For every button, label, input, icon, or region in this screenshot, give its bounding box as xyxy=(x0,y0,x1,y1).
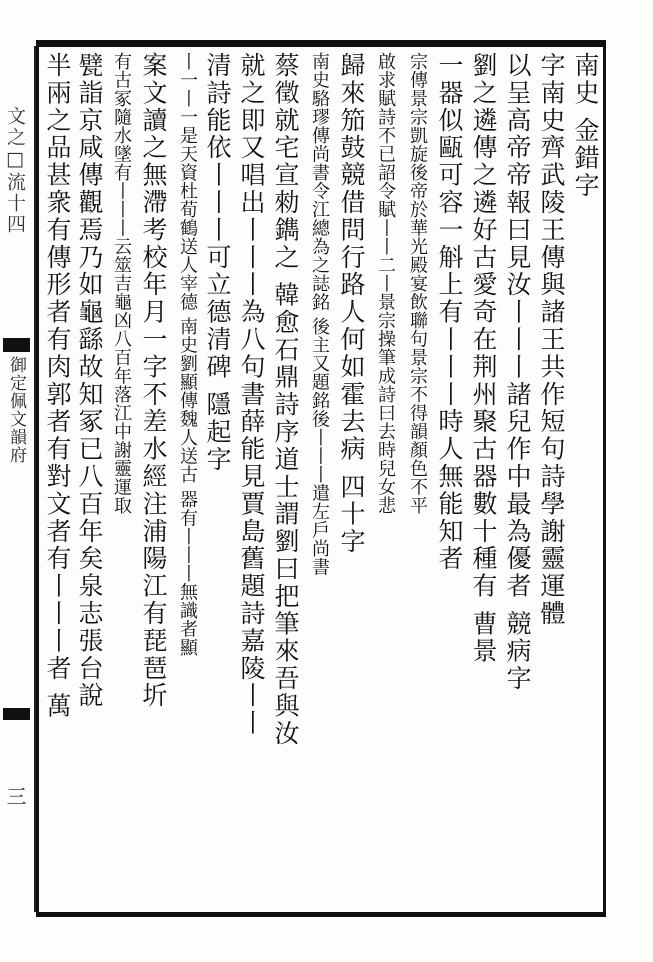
text-column-17: 半兩之品甚衆有傳形者有肉郭者有對文者有丨丨丨者 萬 xyxy=(43,52,72,720)
text-column-9: 南史駱璆傳尚書令江總為之誌銘 後主又題銘後丨丨丨遣左戶尚書 xyxy=(309,52,330,577)
frame-right-rule xyxy=(603,40,606,917)
text-column-14: 案文讀之無滯考校年月一字不差水經注浦陽江有琵琶圻 xyxy=(139,52,168,710)
gutter-top-text: 文之□流十四 xyxy=(4,106,26,235)
text-column-6: 宗傳景宗凱旋後帝於華光殿宴飲聯句景宗不得韻顏色不平 xyxy=(407,52,428,515)
text-column-1: 南史 金錯字 xyxy=(571,52,600,200)
fishtail-mark xyxy=(3,338,30,352)
fishtail-mark-lower xyxy=(3,708,30,720)
text-column-12: 清詩能依丨丨丨可立德清碑 隱起字 xyxy=(203,52,232,474)
text-column-10: 蔡徵就宅宣勑鐫之 韓愈石鼎詩序道士謂劉曰把筆來吾與汝 xyxy=(271,52,300,748)
text-column-3: 以呈高帝帝報曰見汝丨丨丨諸兒作中最為優者 競病字 xyxy=(503,52,532,693)
book-title-caption: 御定佩文韻府 xyxy=(6,356,26,464)
frame-bottom-rule xyxy=(36,912,606,917)
text-column-2: 字南史齊武陵王傳與諸王共作短句詩學謝靈運體 xyxy=(537,52,566,628)
text-column-15: 有古冢隨水墜有丨丨丨云筮吉龜凶八百年落江中謝靈運取 xyxy=(111,52,132,515)
frame-top-rule xyxy=(36,40,606,47)
text-column-16: 甓詣京咸傳觀焉乃如龜繇故知冢已八百年矣泉志張台說 xyxy=(75,52,104,710)
text-column-7: 啟求賦詩不已詔令賦丨丨二丨景宗操筆成詩曰去時兒女悲 xyxy=(375,52,396,515)
frame-left-rule xyxy=(36,40,39,917)
text-column-8: 歸來笳鼓競借問行路人何如霍去病 四十字 xyxy=(337,52,366,556)
text-column-13: 丨一丨一是天資杜荀鶴送人宰德 南史劉顯傳魏人送古 器有丨丨丨無識者顯 xyxy=(177,52,198,657)
text-column-5: 一器似甌可容一斛上有丨丨丨時人無能知者 xyxy=(435,52,464,573)
text-column-11: 就之即又唱出丨丨丨為八句書薛能見賈島舊題詩嘉陵丨丨 xyxy=(237,52,266,737)
block-gutter xyxy=(0,46,36,912)
page-number: 三 xyxy=(3,786,27,806)
text-column-4: 劉之遴傳之遴好古愛奇在荆州聚古器數十種有 曹景 xyxy=(469,52,498,666)
